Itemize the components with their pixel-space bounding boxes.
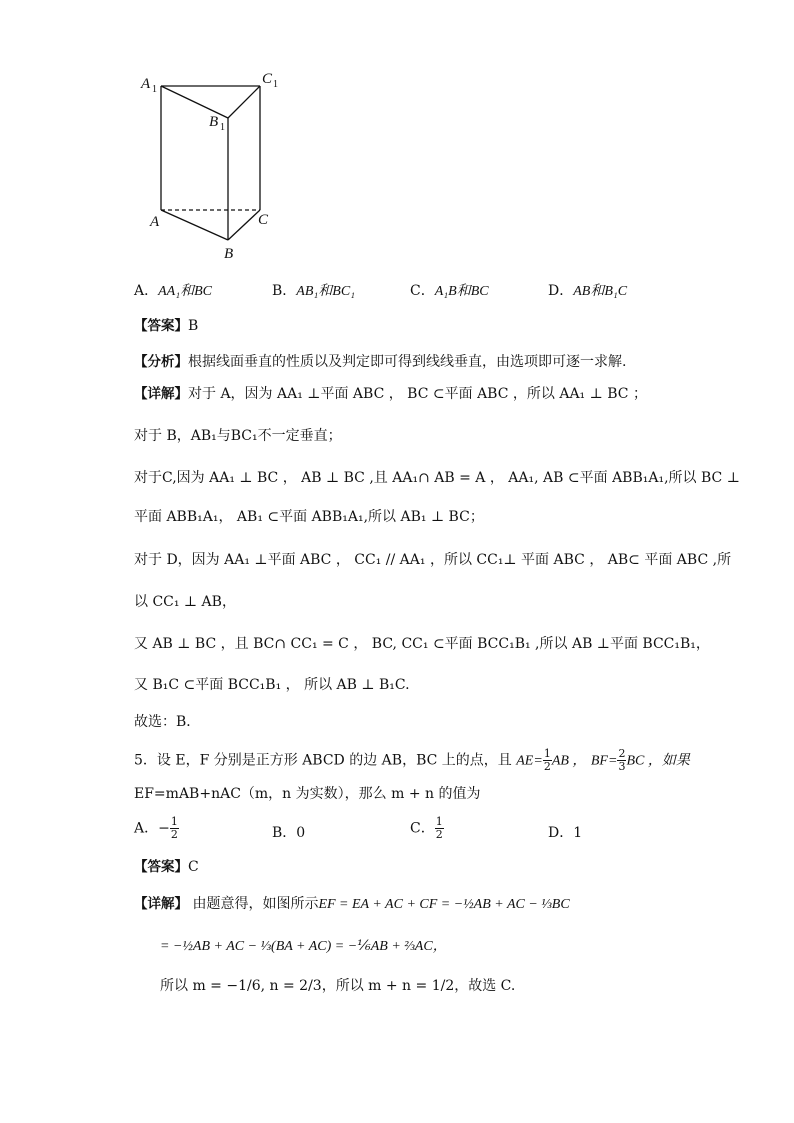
- q4-option-c: [410, 280, 489, 300]
- q4-answer: [134, 316, 198, 336]
- answer-value: B: [188, 318, 199, 334]
- fraction-num: 1: [170, 815, 178, 828]
- option-letter: C．: [410, 820, 435, 837]
- analysis-text: 根据线面垂直的性质以及判定即可得到线线垂直，由选项即可逐一求解.: [188, 354, 627, 370]
- q4-conclusion: 故选：B．: [134, 714, 201, 730]
- q5-option-d: [548, 822, 582, 842]
- option-letter: B．: [272, 283, 297, 299]
- q5-option-c: [410, 816, 444, 841]
- detail-tag: 【详解】: [134, 386, 188, 402]
- label-a1-sub: 1: [152, 84, 157, 95]
- detail-pre: 由题意得，如图所示: [192, 896, 319, 912]
- q4-option-b: [272, 280, 355, 300]
- q5-stem-text: 5．设 E，F 分别是正方形 ABCD 的边 AB，BC 上的点，且: [134, 752, 512, 769]
- fraction-num: 1: [543, 747, 551, 760]
- q4-detail-line-3: 对于C,因为 AA₁ ⊥ BC ， AB ⊥ BC ,且 AA₁∩ AB = A ， AA₁, AB ⊂平面 ABB₁A₁,所以 BC ⊥: [134, 470, 740, 486]
- detail-text: 对于 A，因为 AA₁ ⊥平面 ABC ， BC ⊂平面 ABC ，所以 AA₁ ⊥ BC ；: [188, 386, 647, 402]
- bf-eq: BF=: [590, 753, 618, 769]
- q4-detail-line-8: 又 B₁C ⊂平面 BCC₁B₁ ， 所以 AB ⊥ B₁C.: [134, 677, 410, 693]
- edge-b-c: [228, 210, 260, 240]
- q4-analysis: [134, 352, 626, 372]
- q4-option-a: [134, 280, 212, 300]
- ae-eq: AE=: [516, 753, 543, 769]
- option-letter: D．: [548, 283, 574, 299]
- option-letter: A．: [134, 283, 159, 299]
- fraction-den: 2: [543, 760, 551, 773]
- option-text: AB和B₁C: [573, 284, 628, 299]
- prism-figure: [0, 0, 794, 270]
- q4-detail-line-2: 对于 B，AB₁与BC₁不一定垂直；: [134, 428, 342, 444]
- option-text: AB₁和BC₁: [296, 284, 356, 299]
- fraction-num: 1: [435, 815, 443, 828]
- q5-detail-line-1: [134, 894, 570, 915]
- fraction-den: 2: [170, 828, 178, 841]
- answer-value: C: [188, 859, 199, 875]
- option-letter: B．: [272, 825, 297, 841]
- bf-tail: BC ，如果: [626, 753, 690, 769]
- label-a1: A: [141, 76, 151, 92]
- q5-stem-line-1: [134, 748, 690, 773]
- option-fraction: [170, 816, 179, 841]
- answer-tag: 【答案】: [134, 859, 188, 875]
- label-b1: B: [209, 114, 219, 130]
- q4-option-d: [548, 280, 627, 300]
- option-letter: C．: [410, 283, 435, 299]
- q4-detail-line-5: 对于 D，因为 AA₁ ⊥平面 ABC ， CC₁ // AA₁ ，所以 CC₁⊥ 平面 ABC ， AB⊂ 平面 ABC ,所: [134, 552, 732, 568]
- edge-b1-c1: [228, 86, 260, 118]
- analysis-tag: 【分析】: [134, 354, 188, 370]
- detail-formula: = −½AB + AC − ⅓(BA + AC) = −⅙AB + ⅔AC，: [160, 939, 447, 954]
- option-fraction: [435, 816, 444, 841]
- label-b: B: [224, 246, 234, 262]
- label-c1: C: [262, 71, 273, 87]
- option-letter: D．: [548, 825, 574, 841]
- q5-answer: [134, 857, 199, 877]
- edge-a-b: [161, 210, 228, 240]
- q5-stem-line-2: EF=mAB+nAC（m，n 为实数），那么 m + n 的值为: [134, 786, 481, 802]
- q5-option-b: [272, 822, 305, 842]
- detail-conclusion: 所以 m = −1/6, n = 2/3，所以 m + n = 1/2，故选 C.: [160, 978, 516, 994]
- q5-detail-line-2: [160, 936, 447, 957]
- ae-tail: AB ，: [551, 753, 587, 769]
- label-b1-sub: 1: [220, 122, 225, 133]
- fraction-den: 3: [618, 760, 626, 773]
- ae-fraction: [543, 748, 552, 773]
- fraction-num: 2: [618, 747, 626, 760]
- q4-detail-line-1: [134, 384, 647, 404]
- option-text: AA₁和BC: [158, 284, 212, 299]
- q5-option-a: [134, 816, 179, 841]
- option-sign: −: [158, 820, 170, 837]
- q4-detail-line-7: 又 AB ⊥ BC ，且 BC∩ CC₁ = C ， BC, CC₁ ⊂平面 BCC₁B₁ ,所以 AB ⊥平面 BCC₁B₁，: [134, 636, 710, 652]
- option-text: 1: [573, 825, 583, 841]
- label-c1-sub: 1: [273, 79, 278, 90]
- label-a: A: [150, 214, 160, 230]
- fraction-den: 2: [435, 828, 443, 841]
- detail-formula: EF = EA + AC + CF = −½AB + AC − ⅓BC: [318, 897, 570, 912]
- option-letter: A．: [134, 820, 159, 837]
- option-text: A₁B和BC: [434, 284, 489, 299]
- answer-tag: 【答案】: [134, 318, 188, 334]
- q5-detail-line-3: [160, 976, 515, 996]
- label-c: C: [258, 212, 269, 228]
- q4-detail-line-6: 以 CC₁ ⊥ AB，: [134, 594, 236, 610]
- detail-tag: 【详解】: [134, 896, 188, 912]
- q4-detail-line-4: 平面 ABB₁A₁， AB₁ ⊂平面 ABB₁A₁,所以 AB₁ ⊥ BC；: [134, 509, 484, 525]
- option-text: 0: [296, 825, 306, 841]
